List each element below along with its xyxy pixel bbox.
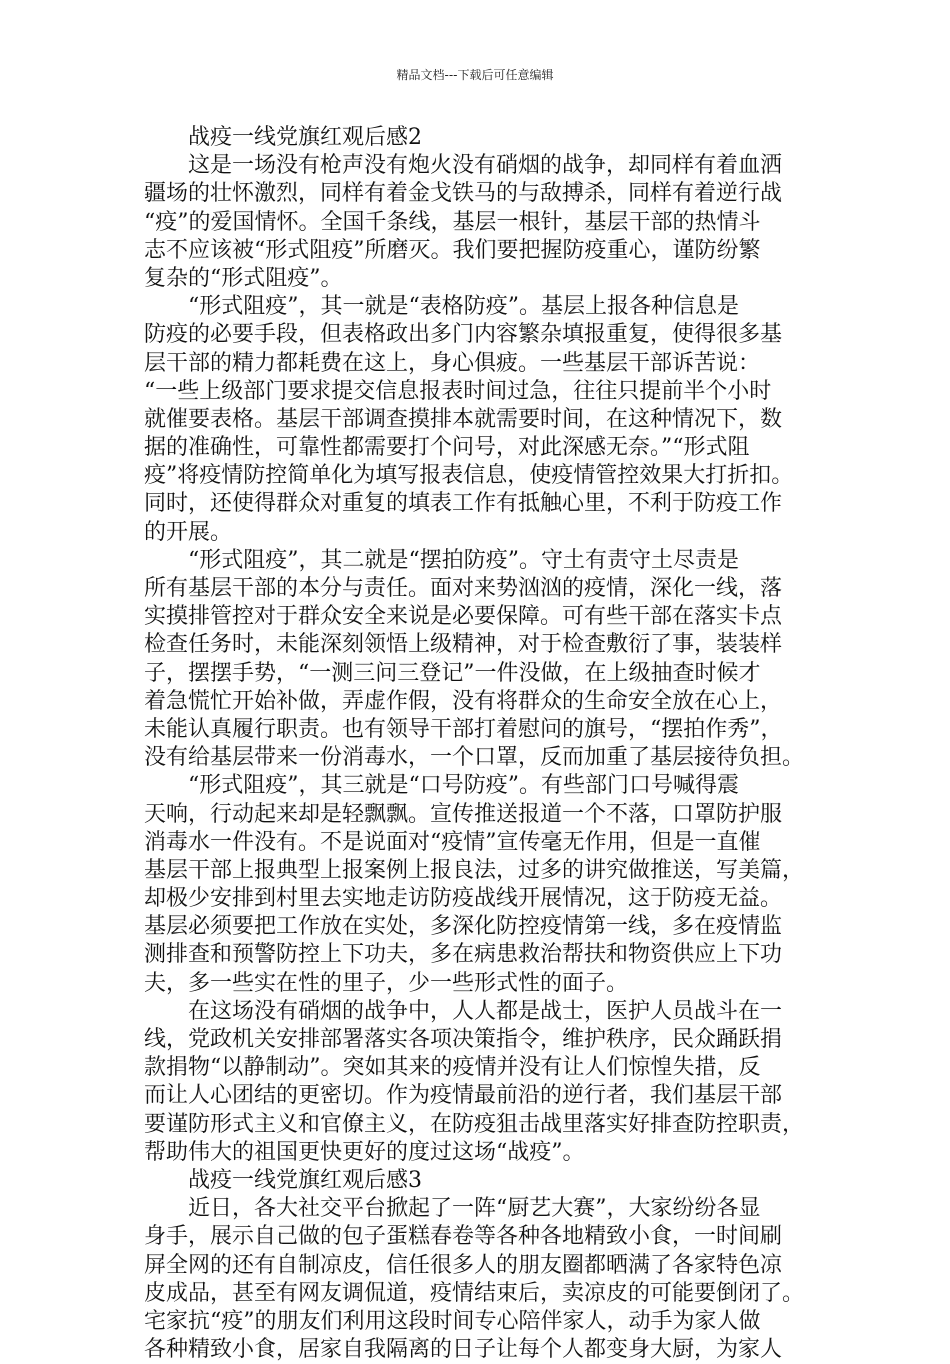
text-line: 宅家抗“疫”的朋友们利用这段时间专心陪伴家人，动手为家人做: [144, 1308, 761, 1334]
text-line: 要谨防形式主义和官僚主义，在防疫狙击战里落实好排查防控职责，: [144, 1111, 805, 1137]
text-line: 就催要表格。基层干部调查摸排本就需要时间，在这种情况下，数: [144, 406, 783, 432]
text-line: 战疫一线党旗红观后感2: [188, 125, 422, 150]
text-line: 没有给基层带来一份消毒水，一个口罩，反而加重了基层接待负担。: [144, 745, 805, 771]
text-line: 同时，还使得群众对重复的填表工作有抵触心里，不利于防疫工作: [144, 491, 783, 517]
text-line: 志不应该被“形式阻疫”所磨灭。我们要把握防疫重心，谨防纷繁: [144, 237, 761, 263]
text-line: 的开展。: [144, 519, 233, 545]
text-line: 疫”将疫情防控简单化为填写报表信息，使疫情管控效果大打折扣。: [144, 463, 794, 489]
text-line: 复杂的“形式阻疫”。: [144, 265, 343, 291]
text-line: 层干部的精力都耗费在这上，身心俱疲。一些基层干部诉苦说：: [144, 350, 761, 376]
text-line: 未能认真履行职责。也有领导干部打着慰问的旗号，“摆拍作秀”，: [144, 716, 783, 742]
text-line: 帮助伟大的祖国更快更好的度过这场“战疫”。: [144, 1139, 585, 1165]
text-line: 据的准确性，可靠性都需要打个问号，对此深感无奈。”“形式阻: [144, 435, 750, 461]
page-header: 精品文档---下载后可任意编辑: [396, 68, 554, 82]
text-line: 着急慌忙开始补做，弄虚作假，没有将群众的生命安全放在心上，: [144, 688, 783, 714]
text-line: 基层必须要把工作放在实处，多深化防控疫情第一线，多在疫情监: [144, 914, 783, 940]
text-line: 子，摆摆手势，“一测三问三登记”一件没做，在上级抽查时候才: [144, 660, 761, 686]
text-line: 防疫的必要手段，但表格政出多门内容繁杂填报重复，使得很多基: [144, 322, 783, 348]
text-line: “形式阻疫”，其二就是“摆拍防疫”。守土有责守土尽责是: [188, 547, 739, 573]
text-line: 屏全网的还有自制凉皮，信任很多人的朋友圈都晒满了各家特色凉: [144, 1252, 783, 1278]
text-line: 在这场没有硝烟的战争中，人人都是战士，医护人员战斗在一: [188, 998, 783, 1024]
text-line: “一些上级部门要求提交信息报表时间过急，往往只提前半个小时: [144, 378, 772, 404]
text-line: 消毒水一件没有。不是说面对“疫情”宣传毫无作用，但是一直催: [144, 829, 761, 855]
text-line: “疫”的爱国情怀。全国千条线，基层一根针，基层干部的热情斗: [144, 209, 761, 235]
text-line: 夫，多一些实在性的里子，少一些形式性的面子。: [144, 970, 629, 996]
text-line: 实摸排管控对于群众安全来说是必要保障。可有些干部在落实卡点: [144, 604, 783, 630]
text-line: 款捐物“以静制动”。突如其来的疫情并没有让人们惊惶失措，反: [144, 1055, 761, 1081]
text-line: 却极少安排到村里去实地走访防疫战线开展情况，这于防疫无益。: [144, 886, 783, 912]
text-line: 测排查和预警防控上下功夫，多在病患救治帮扶和物资供应上下功: [144, 942, 783, 968]
text-line: 所有基层干部的本分与责任。面对来势汹汹的疫情，深化一线，落: [144, 576, 783, 601]
text-line: 身手，展示自己做的包子蛋糕春卷等各种各地精致小食，一时间刷: [144, 1224, 783, 1250]
text-line: 而让人心团结的更密切。作为疫情最前沿的逆行者，我们基层干部: [144, 1083, 783, 1109]
text-line: 各种精致小食，居家自我隔离的日子让每个人都变身大厨，为家人: [144, 1337, 783, 1363]
text-line: 这是一场没有枪声没有炮火没有硝烟的战争，却同样有着血洒: [188, 153, 783, 179]
text-line: 检查任务时，未能深刻领悟上级精神，对于检查敷衍了事，装装样: [144, 632, 783, 658]
text-line: 天响，行动起来却是轻飘飘。宣传推送报道一个不落，口罩防护服: [144, 801, 783, 827]
text-line: 线，党政机关安排部署落实各项决策指令，维护秩序，民众踊跃捐: [144, 1027, 783, 1052]
text-line: 近日，各大社交平台掀起了一阵“厨艺大赛”，大家纷纷各显: [188, 1196, 761, 1222]
text-line: 皮成品，甚至有网友调侃道，疫情结束后，卖凉皮的可能要倒闭了。: [144, 1280, 805, 1306]
text-line: “形式阻疫”，其三就是“口号防疫”。有些部门口号喊得震: [188, 773, 739, 799]
text-line: 战疫一线党旗红观后感3: [188, 1167, 422, 1193]
text-line: 疆场的壮怀激烈，同样有着金戈铁马的与敌搏杀，同样有着逆行战: [144, 181, 783, 207]
text-line: “形式阻疫”，其一就是“表格防疫”。基层上报各种信息是: [188, 294, 739, 320]
document-body: [144, 124, 824, 1364]
text-line: 基层干部上报典型上报案例上报良法，过多的讲究做推送，写美篇，: [144, 857, 805, 883]
